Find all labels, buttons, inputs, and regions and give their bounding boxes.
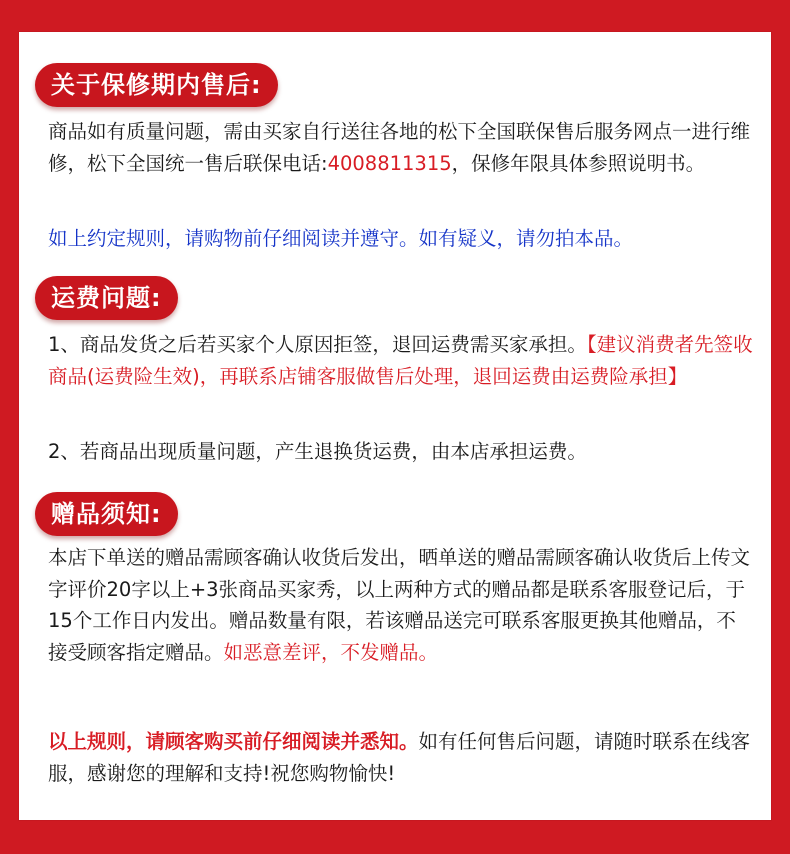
service-phone: 4008811315 <box>327 151 452 175</box>
warranty-text-end: ，保修年限具体参照说明书。 <box>451 151 706 175</box>
section-title-shipping: 运费问题: <box>35 276 178 320</box>
warranty-notice: 如上约定规则，请购物前仔细阅读并遵守。如有疑义，请勿拍本品。 <box>48 227 634 250</box>
gifts-paragraph <box>48 542 754 668</box>
closing-text: 如有任何售后问题，请随时联系在线客服，感谢您的理解和支持!祝您购物愉快! <box>48 730 751 785</box>
gifts-text: 本店下单送的赠品需顾客确认收货后发出，晒单送的赠品需顾客确认收货后上传文字评价20字以上+3张商品买家秀，以上两种方式的赠品都是联系客服登记后，于15个工作日内发出。赠品数量有限，若该赠品送完可联系客服更换其他赠品，不接受顾客指定赠品。 <box>48 546 751 664</box>
warranty-paragraph <box>48 116 754 179</box>
closing-paragraph <box>48 726 754 789</box>
shipping-item-1 <box>48 329 754 392</box>
policy-panel <box>19 32 771 820</box>
section-title-warranty: 关于保修期内售后: <box>35 63 278 107</box>
warranty-text: 商品如有质量问题，需由买家自行送往各地的松下全国联保售后服务网点一进行维修，松下全国统一售后联保电话: <box>48 120 751 175</box>
shipping-item-1-text: 1、商品发货之后若买家个人原因拒签，退回运费需买家承担。 <box>48 333 587 356</box>
shipping-item-1-highlight: 【建议消费者先签收商品(运费险生效)，再联系店铺客服做售后处理，退回运费由运费险承担】 <box>48 333 753 388</box>
closing-highlight: 以上规则，请顾客购买前仔细阅读并悉知。 <box>48 730 419 753</box>
shipping-item-2: 2、若商品出现质量问题，产生退换货运费，由本店承担运费。 <box>48 440 587 463</box>
gifts-warning: 如恶意差评，不发赠品。 <box>223 640 439 664</box>
section-title-gifts: 赠品须知: <box>35 492 178 536</box>
